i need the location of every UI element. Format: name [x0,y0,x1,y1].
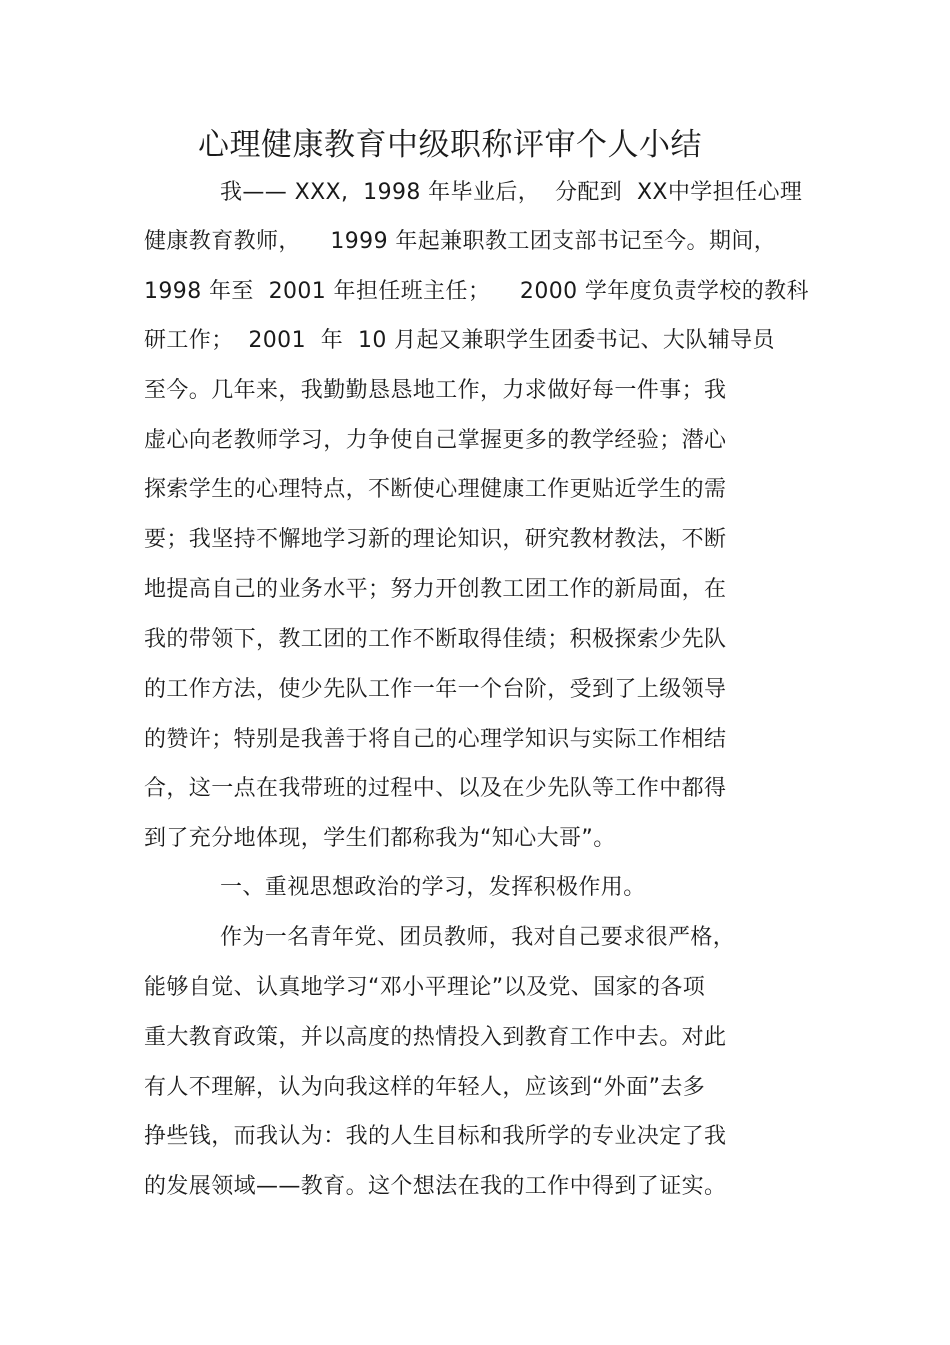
paragraph-line: 探索学生的心理特点，不断使心理健康工作更贴近学生的需 [144,477,727,502]
paragraph-line: 1998 年至 2001 年担任班主任； 2000 学年度负责学校的教科 [144,279,809,304]
section-heading: 一、重视思想政治的学习，发挥积极作用。 [220,875,646,900]
paragraph-line: 的赞许；特别是我善于将自己的心理学知识与实际工作相结 [144,727,727,752]
paragraph-line: 合，这一点在我带班的过程中、以及在少先队等工作中都得 [144,776,727,801]
paragraph-line: 研工作； 2001 年 10 月起又兼职学生团委书记、大队辅导员 [144,328,775,353]
document-title: 心理健康教育中级职称评审个人小结 [198,127,702,163]
paragraph-line: 我—— XXX, 1998 年毕业后， 分配到 XX中学担任心理 [220,180,803,205]
paragraph-line: 重大教育政策，并以高度的热情投入到教育工作中去。对此 [144,1025,727,1050]
paragraph-line: 挣些钱，而我认为：我的人生目标和我所学的专业决定了我 [144,1124,727,1149]
paragraph-line: 作为一名青年党、团员教师，我对自己要求很严格， [220,925,736,950]
paragraph-line: 的发展领域——教育。这个想法在我的工作中得到了证实。 [144,1174,727,1199]
paragraph-line: 到了充分地体现，学生们都称我为“知心大哥”。 [144,826,616,851]
paragraph-line: 能够自觉、认真地学习“邓小平理论”以及党、国家的各项 [144,975,706,1000]
paragraph-line: 我的带领下，教工团的工作不断取得佳绩；积极探索少先队 [144,627,727,652]
paragraph-line: 虚心向老教师学习，力争使自己掌握更多的教学经验；潜心 [144,428,727,453]
paragraph-line: 的工作方法，使少先队工作一年一个台阶，受到了上级领导 [144,677,727,702]
paragraph-line: 健康教育教师， 1999 年起兼职教工团支部书记至今。期间， [144,229,777,254]
paragraph-line: 有人不理解，认为向我这样的年轻人，应该到“外面”去多 [144,1075,706,1100]
paragraph-line: 至今。几年来，我勤勤恳恳地工作，力求做好每一件事；我 [144,378,727,403]
paragraph-line: 地提高自己的业务水平；努力开创教工团工作的新局面，在 [144,577,727,602]
paragraph-line: 要；我坚持不懈地学习新的理论知识，研究教材教法，不断 [144,527,727,552]
